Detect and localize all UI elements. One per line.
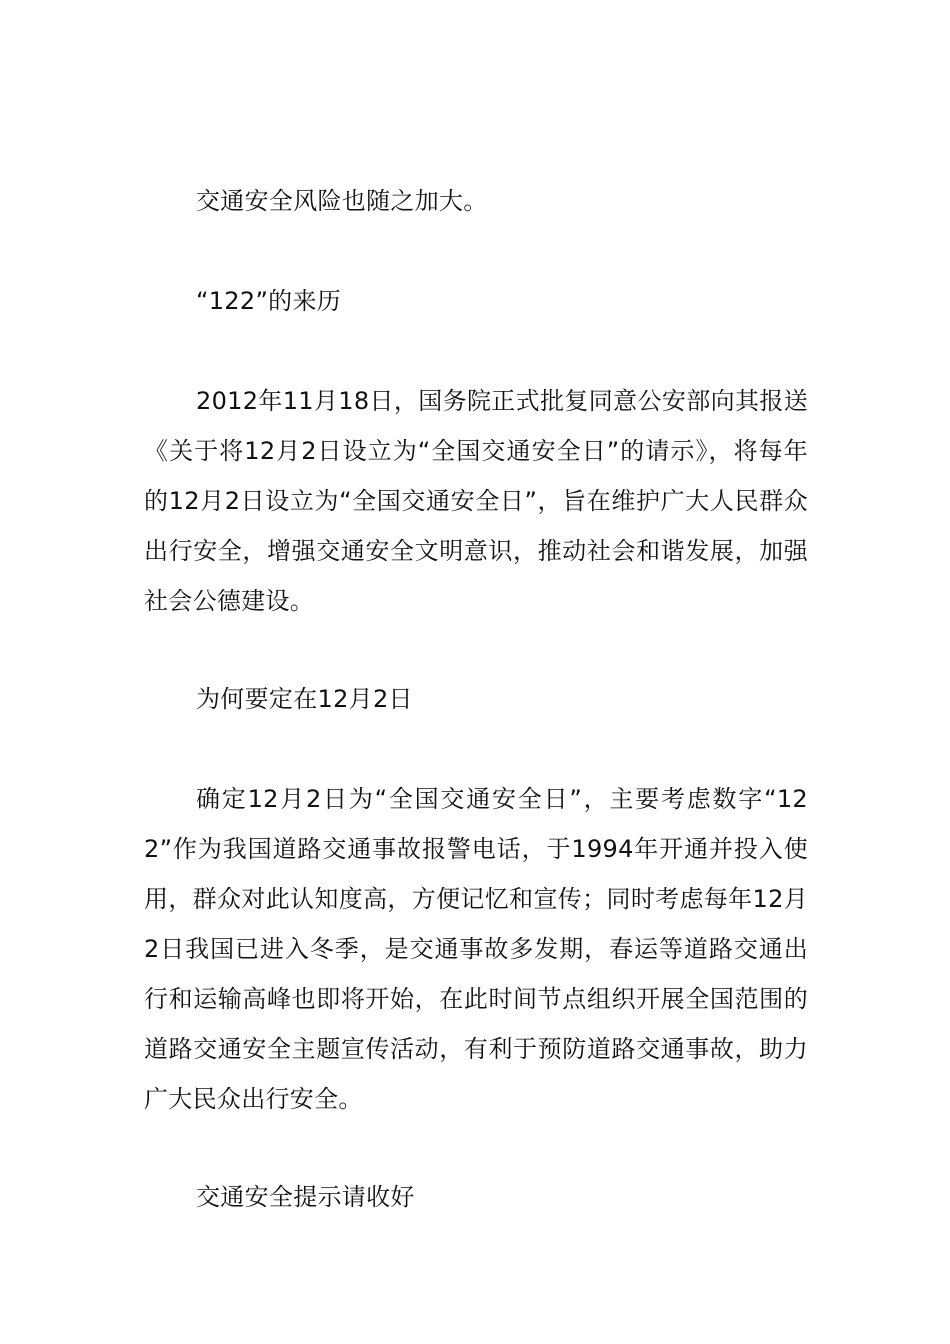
- heading-safety-tips: 交通安全提示请收好: [196, 1183, 415, 1211]
- paragraph-reasons-december-2: 确定12月2日为“全国交通安全日”，主要考虑数字“122”作为我国道路交通事故报警电话，于1994年开通并投入使用，群众对此认知度高，方便记忆和宣传；同时考虑每年12月2日我国已进入冬季，是交通事故多发期，春运等道路交通出行和运输高峰也即将开始，在此时间节点组织开展全国范围的道路交通安全主题宣传活动，有利于预防道路交通事故，助力广大民众出行安全。: [144, 785, 808, 1113]
- paragraph-risk-increase: 交通安全风险也随之加大。: [196, 187, 488, 215]
- heading-why-december-2: 为何要定在12月2日: [196, 685, 413, 713]
- paragraph-state-council-approval: 2012年11月18日，国务院正式批复同意公安部向其报送《关于将12月2日设立为“全国交通安全日”的请示》，将每年的12月2日设立为“全国交通安全日”，旨在维护广大人民群众出行安全，增强交通安全文明意识，推动社会和谐发展，加强社会公德建设。: [144, 387, 808, 615]
- heading-122-origin: “122”的来历: [196, 287, 342, 315]
